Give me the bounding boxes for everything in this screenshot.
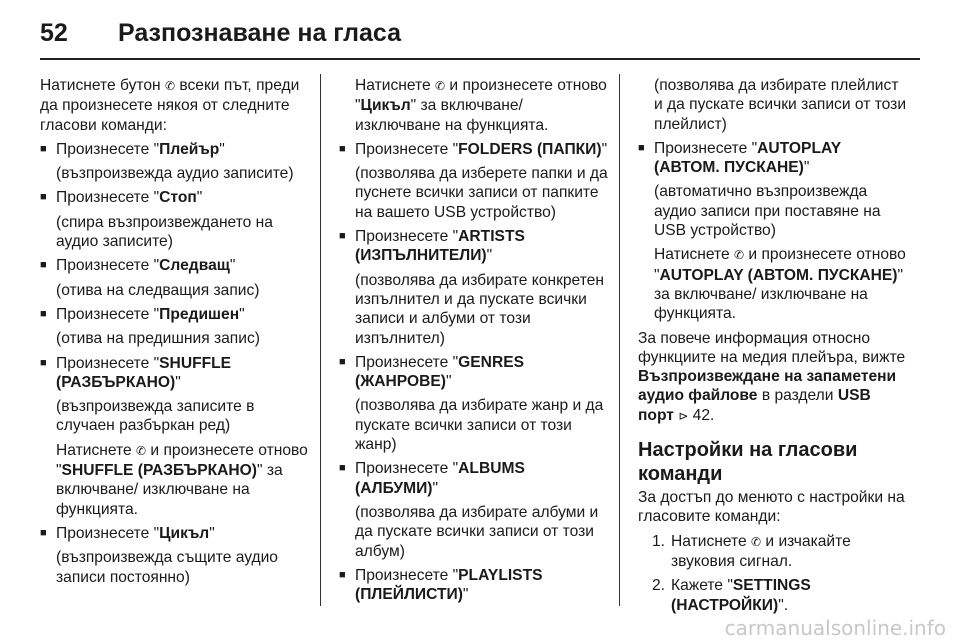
list-item: ■ Произнесете "Следващ"	[40, 257, 236, 275]
bullet-square-icon: ■	[40, 142, 47, 155]
bullet-square-icon: ■	[339, 230, 346, 243]
header-rule	[40, 58, 920, 60]
item-description: (спира възпроизвеждането на аудио записите)	[56, 213, 273, 251]
more-info-text: За повече информация относно функциите на медия плейъра, вижте Възпроизвеждане на запаметени аудио файлове в раздели USB порт ⊳ 42.	[638, 329, 910, 426]
microphone-icon: ✆	[435, 79, 446, 93]
page-header	[40, 18, 401, 48]
list-item: ■ Произнесете "Стоп"	[40, 189, 203, 207]
item-description: (възпроизвежда аудио записите)	[56, 165, 294, 183]
page-title: Разпознаване на гласа	[118, 18, 401, 47]
list-item: ■ Произнесете "Предишен"	[40, 305, 245, 323]
list-item: ■ Произнесете "SHUFFLE (РАЗБЪРКАНО)"	[40, 354, 232, 391]
bullet-square-icon: ■	[40, 356, 47, 369]
microphone-icon: ✆	[751, 534, 762, 549]
numbered-step: 1. Натиснете ✆ и изчакайте звуковия сигнал.	[652, 532, 851, 570]
bullet-square-icon: ■	[638, 141, 645, 154]
intro-text: Натиснете бутон ✆ всеки път, преди да произнесете някоя от следните гласови команди:	[40, 77, 300, 134]
item-description: (възпроизвежда записите в случаен разбъркан ред)	[56, 398, 255, 435]
item-description: (възпроизвежда същите аудио записи постоянно)	[56, 549, 278, 586]
item-description: (позволява да избирате конкретен изпълнител и да пускате всички записи и албуми от този изпълнител)	[355, 271, 604, 347]
bullet-square-icon: ■	[40, 259, 47, 272]
bullet-square-icon: ■	[40, 191, 47, 204]
item-description: (позволява да избирате албуми и да пускате всички записи от този албум)	[355, 503, 599, 560]
microphone-icon: ✆	[164, 79, 176, 93]
column-3	[638, 76, 910, 620]
bullet-square-icon: ■	[40, 307, 47, 320]
list-item: ■ Произнесете "Плейър"	[40, 140, 225, 158]
list-item: ■ Произнесете "FOLDERS (ПАПКИ)"	[339, 140, 608, 158]
item-description: (позволява да избирате жанр и да пускате всички записи от този жанр)	[355, 397, 604, 454]
item-description: (отива на предишния запис)	[56, 330, 260, 348]
list-item: ■ Произнесете "ALBUMS (АЛБУМИ)"	[339, 460, 525, 497]
cross-reference-link[interactable]: Възпроизвеждане на запаметени аудио файлове	[638, 368, 897, 405]
column-1	[40, 76, 312, 592]
press-again-text: Натиснете ✆ и произнесете отново "SHUFFLE (РАЗБЪРКАНО)" за включване/ изключване на функцията.	[56, 441, 308, 518]
list-item: ■ Произнесете "PLAYLISTS (ПЛЕЙЛИСТИ)"	[339, 566, 543, 604]
bullet-square-icon: ■	[339, 355, 346, 368]
cross-reference-link[interactable]: USB порт	[638, 387, 871, 424]
list-item: ■ Произнесете "ARTISTS (ИЗПЪЛНИТЕЛИ)"	[339, 228, 525, 265]
item-description: (позволява да изберете папки и да пуснете всички записи от папките на вашето USB устройство)	[355, 165, 608, 221]
watermark: carmanualsonline.info	[724, 616, 946, 640]
bullet-square-icon: ■	[339, 568, 346, 581]
list-item: ■ Произнесете "AUTOPLAY (АВТОМ. ПУСКАНЕ)"	[638, 139, 841, 177]
numbered-step: 2. Кажете "SETTINGS (НАСТРОЙКИ)".	[652, 577, 811, 614]
press-again-text: Натиснете ✆ и произнесете отново "AUTOPLAY (АВТОМ. ПУСКАНЕ)" за включване/ изключване на функцията.	[654, 246, 906, 323]
microphone-icon: ✆	[136, 443, 147, 458]
list-item: ■ Произнесете "GENRES (ЖАНРОВЕ)"	[339, 353, 525, 391]
page-number: 52	[40, 18, 68, 47]
page-arrow-icon: ⊳	[678, 408, 689, 423]
column-divider	[619, 74, 620, 606]
section-heading: Настройки на гласови команди	[638, 439, 858, 486]
bullet-square-icon: ■	[339, 142, 346, 155]
list-item: ■ Произнесете "Цикъл"	[40, 524, 215, 542]
item-description: (отива на следващия запис)	[56, 281, 260, 299]
access-text: За достъп до менюто с настройки на гласовите команди:	[638, 489, 905, 526]
microphone-icon: ✆	[734, 248, 745, 263]
bullet-square-icon: ■	[339, 462, 346, 475]
bullet-square-icon: ■	[40, 526, 47, 539]
press-again-text: Натиснете ✆ и произнесете отново "Цикъл" за включване/ изключване на функцията.	[355, 77, 607, 134]
column-divider	[320, 74, 321, 606]
column-2	[339, 76, 611, 609]
item-description: (автоматично възпроизвежда аудио записи при поставяне на USB устройство)	[654, 183, 881, 240]
item-description: (позволява да избирате плейлист и да пускате всички записи от този плейлист)	[654, 77, 907, 133]
